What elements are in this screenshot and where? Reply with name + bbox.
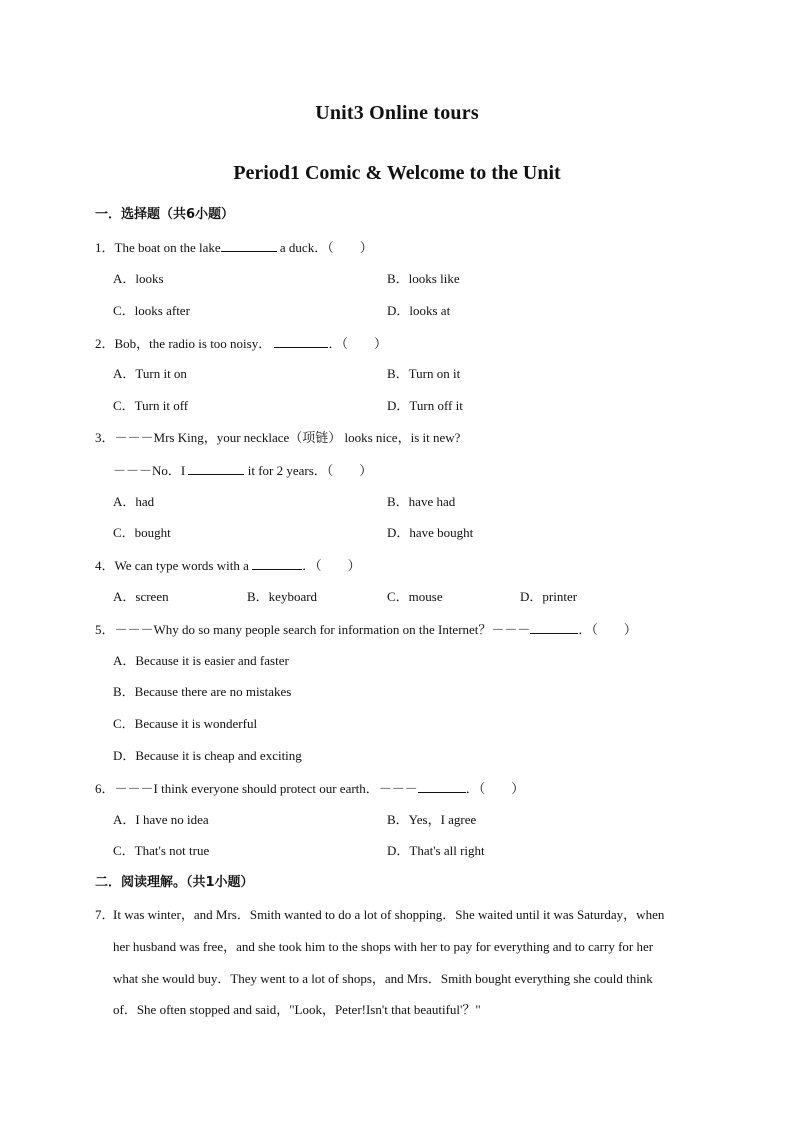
page-subtitle: Period1 Comic & Welcome to the Unit xyxy=(233,162,561,184)
question-text: Bob，the radio is too noisy． xyxy=(114,336,272,351)
option-d[interactable]: D．Turn off it xyxy=(387,398,463,413)
option-b[interactable]: B．Turn on it xyxy=(387,366,461,381)
passage-line: of．She often stopped and said，"Look，Peter!Isn't that beautiful'？" xyxy=(113,1002,481,1017)
option-d[interactable]: D．That's all right xyxy=(387,843,485,858)
question-3 xyxy=(95,430,460,446)
option-a[interactable]: A．Because it is easier and faster xyxy=(113,653,289,668)
question-number: 5． xyxy=(95,622,115,637)
question-number: 2． xyxy=(95,336,115,351)
section-heading-choice: 一．选择题（共6小题） xyxy=(95,207,235,222)
option-a[interactable]: A．looks xyxy=(113,271,164,286)
section-heading-reading: 二．阅读理解。（共1小题） xyxy=(95,875,254,890)
passage-line: her husband was free，and she took him to the shops with her to pay for everything and to carry for her xyxy=(113,939,654,954)
question-text: －－－No．I xyxy=(113,463,186,478)
option-c[interactable]: C．Turn it off xyxy=(113,398,189,413)
option-b[interactable]: B．Because there are no mistakes xyxy=(113,684,292,699)
question-text: ．（ ） xyxy=(465,781,525,796)
question-text: ．（ ） xyxy=(328,336,387,351)
question-text: We can type words with a xyxy=(114,558,249,573)
passage-line: It was winter，and Mrs．Smith wanted to do a lot of shopping．She waited until it was Saturday，when xyxy=(113,907,665,922)
option-c[interactable]: C．looks after xyxy=(113,303,190,318)
option-d[interactable]: D．have bought xyxy=(387,525,474,540)
answer-blank[interactable] xyxy=(530,621,578,634)
page-title: Unit3 Online tours xyxy=(315,102,479,124)
question-text: The boat on the lake xyxy=(114,240,221,255)
option-b[interactable]: B．keyboard xyxy=(247,589,318,604)
question-1 xyxy=(95,239,373,256)
answer-blank[interactable] xyxy=(418,780,466,793)
passage-line: what she would buy．They went to a lot of shops，and Mrs．Smith bought everything she could think xyxy=(113,971,653,986)
question-number: 1． xyxy=(95,240,115,255)
option-a[interactable]: A．Turn it on xyxy=(113,366,187,381)
question-text: a duck．（ ） xyxy=(279,240,373,255)
option-d[interactable]: D．Because it is cheap and exciting xyxy=(113,748,302,763)
option-b[interactable]: B．looks like xyxy=(387,271,460,286)
question-2 xyxy=(95,335,387,352)
answer-blank[interactable] xyxy=(221,239,277,252)
option-a[interactable]: A．had xyxy=(113,494,155,509)
answer-blank[interactable] xyxy=(188,462,244,475)
option-a[interactable]: A．I have no idea xyxy=(113,812,209,827)
option-c[interactable]: C．Because it is wonderful xyxy=(113,716,258,731)
option-d[interactable]: D．printer xyxy=(520,589,578,604)
answer-blank[interactable] xyxy=(252,557,302,570)
question-text: ．（ ） xyxy=(302,558,361,573)
question-text: －－－I think everyone should protect our earth．－－－ xyxy=(114,781,418,796)
option-b[interactable]: B．Yes，I agree xyxy=(387,812,477,827)
question-text: －－－Mrs King，your necklace（项链） looks nice，is it new? xyxy=(114,430,461,445)
option-c[interactable]: C．bought xyxy=(113,525,171,540)
question-text: ．（ ） xyxy=(578,622,637,637)
question-3-reply xyxy=(113,462,372,479)
question-number: 7． xyxy=(95,907,115,922)
option-d[interactable]: D．looks at xyxy=(387,303,451,318)
question-5 xyxy=(95,621,637,638)
question-number: 4． xyxy=(95,558,115,573)
question-6 xyxy=(95,780,524,797)
question-4 xyxy=(95,557,361,574)
question-number: 6． xyxy=(95,781,115,796)
option-a[interactable]: A．screen xyxy=(113,589,169,604)
question-text: －－－Why do so many people search for information on the Internet？－－－ xyxy=(114,622,531,637)
answer-blank[interactable] xyxy=(274,335,328,348)
question-number: 3． xyxy=(95,430,115,445)
option-b[interactable]: B．have had xyxy=(387,494,456,509)
option-c[interactable]: C．mouse xyxy=(387,589,443,604)
question-text: it for 2 years．（ ） xyxy=(247,463,373,478)
option-c[interactable]: C．That's not true xyxy=(113,843,210,858)
